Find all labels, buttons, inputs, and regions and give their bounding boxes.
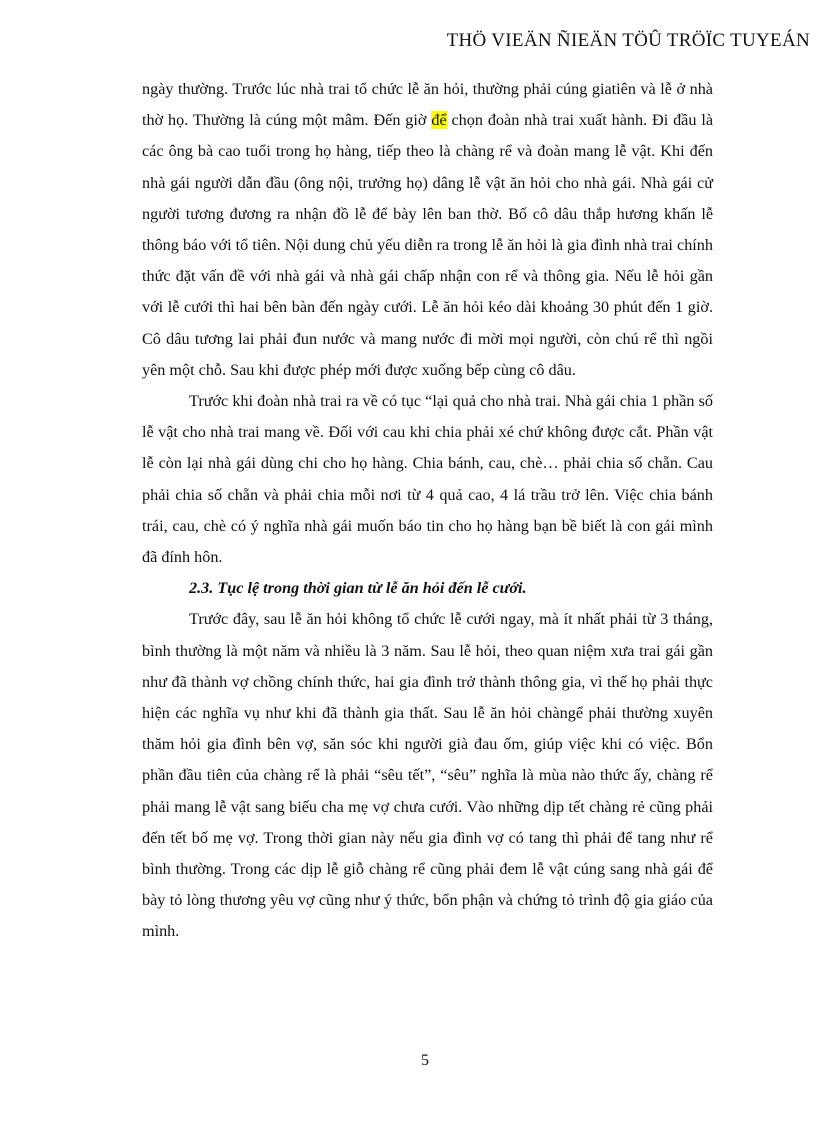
paragraph-1 [142, 74, 713, 386]
section-heading: 2.3. Tục lệ trong thời gian từ lễ ăn hỏi đến lễ cưới. [189, 579, 527, 598]
document-body [142, 74, 713, 948]
paragraph-3: Trước đây, sau lễ ăn hỏi không tổ chức lễ cưới ngay, mà ít nhất phải từ 3 tháng, bình thường là một năm và nhiều là 3 năm. Sau lễ hỏi, theo quan niệm xưa trai gái gần như đã thành vợ chồng chính thức, hai gia đình trở thành thông gia, vì thế họ phải thực hiện các nghĩa vụ như khi đã thành gia thất. Sau lễ ăn hỏi chàngể phải thường xuyên thăm hỏi gia đình bên vợ, săn sóc khi người già đau ốm, giúp việc khi có việc. Bổn phần đầu tiên của chàng rể là phải “sêu tết”, “sêu” nghĩa là mùa nào thức ấy, chàng rể phải mang lễ vật sang biếu cha mẹ vợ chưa cưới. Vào những dịp tết chàng rẻ cũng phải đến tết bố mẹ vợ. Trong thời gian này nếu gia đình vợ có tang thì phải để tang như rể bình thường. Trong các dịp lễ giỗ chàng rể cũng phải đem lễ vật cúng sang nhà gái để bày tỏ lòng thương yêu vợ cũng như ý thức, bổn phận và chứng tỏ trình độ gia giáo của mình. [142, 610, 713, 941]
paragraph-1-text-b: chọn đoàn nhà trai xuất hành. Đi đầu là các ông bà cao tuổi trong họ hàng, tiếp theo là chàng rể và đoàn mang lễ vật. Khi đến nhà gái người dẫn đầu (ông nội, trưởng họ) dâng lễ vật ăn hỏi cho nhà gái. Nhà gái cử người tương đương ra nhận đồ lễ để bày lên ban thờ. Bố cô dâu thắp hương khấn lễ thông báo với tổ tiên. Nội dung chủ yếu diễn ra trong lễ ăn hỏi là gia đình nhà trai chính thức đặt vấn đề với nhà gái và nhà gái chấp nhận con rể và thông gia. Nếu lễ hỏi gần với lễ cưới thì hai bên bàn đến ngày cưới. Lễ ăn hỏi kéo dài khoảng 30 phút đến 1 giờ. Cô dâu tương lai phải đun nước và mang nước đi mời mọi người, còn chú rể thì ngồi yên một chỗ. Sau khi được phép mới được xuống bếp cùng cô dâu. [142, 111, 713, 379]
paragraph-2: Trước khi đoàn nhà trai ra về có tục “lại quả cho nhà trai. Nhà gái chia 1 phần số lễ vật cho nhà trai mang về. Đối với cau khi chia phải xé chứ không được cắt. Phần vật lễ còn lại nhà gái dùng chi cho họ hàng. Chia bánh, cau, chè… phải chia số chẵn. Cau phải chia số chẵn và phải chia mỗi nơi từ 4 quả cao, 4 lá trầu trở lên. Việc chia bánh trái, cau, chè có ý nghĩa nhà gái muốn báo tin cho họ hàng bạn bề biết là con gái mình đã đính hôn. [142, 392, 713, 567]
page-number: 5 [421, 1052, 429, 1069]
paragraph-1-text-a: ngày thường. Trước lúc nhà trai tổ chức lễ ăn hỏi, thường phải cúng giatiên và lễ ở nhà thờ họ. Thường là cúng một mâm. Đến giờ [142, 80, 713, 130]
page-header: THÖ VIEÄN ÑIEÄN TÖÛ TRÖÏC TUYEÁN [446, 30, 810, 51]
highlighted-word: để [431, 111, 447, 130]
